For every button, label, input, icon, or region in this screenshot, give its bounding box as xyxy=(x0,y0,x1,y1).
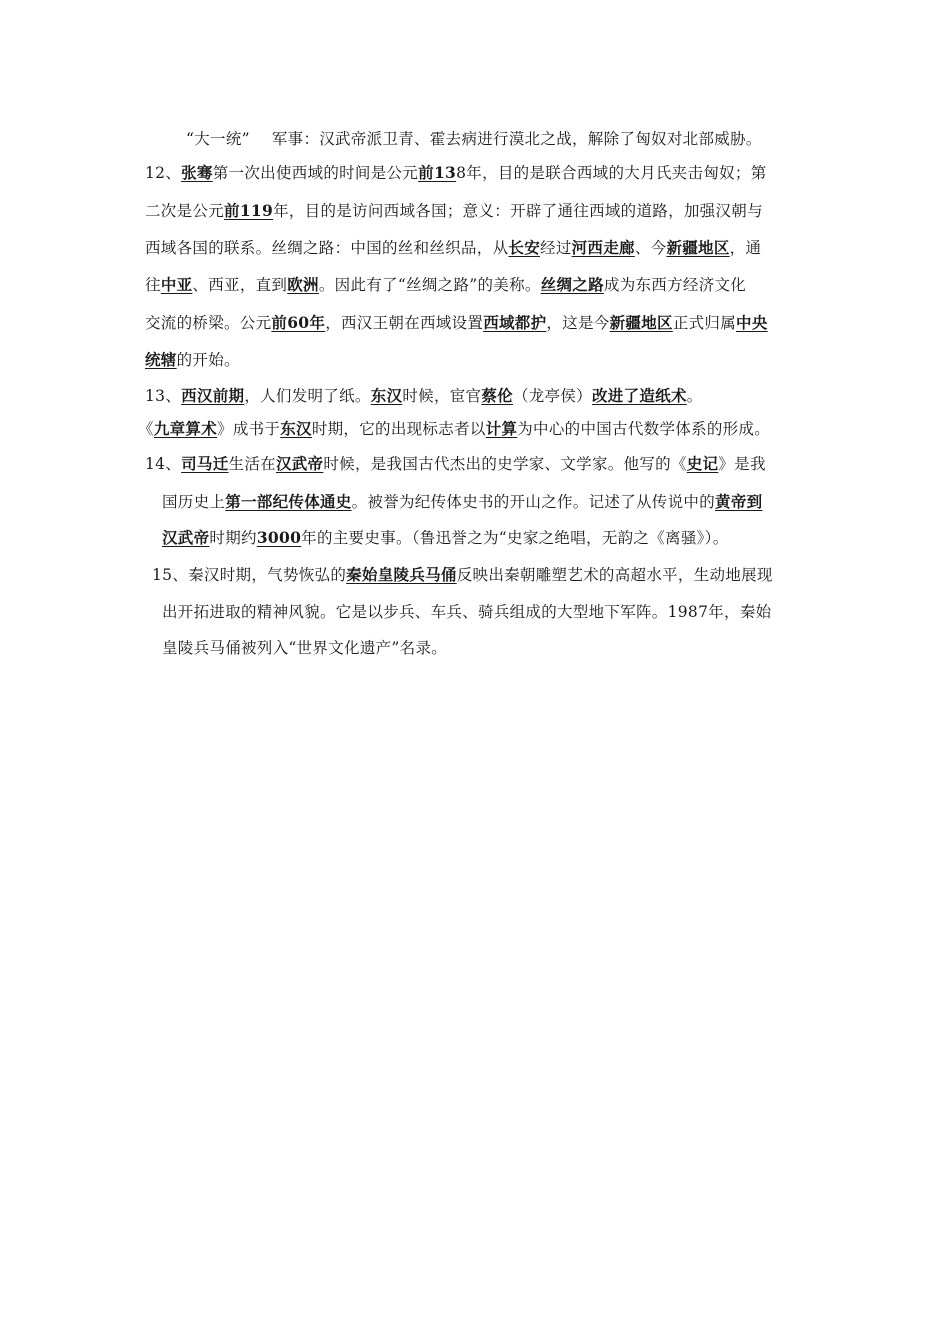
text-run: “大一统” xyxy=(186,130,250,148)
text-line xyxy=(145,200,763,222)
text-run: 西域各国的联系。丝绸之路：中国的丝和丝织品，从 xyxy=(145,239,509,257)
text-run: 。因此有了“丝绸之路”的美称。 xyxy=(318,276,541,294)
text-line xyxy=(162,601,771,623)
text-line xyxy=(152,564,773,586)
key-term: 史记 xyxy=(686,454,719,473)
text-run: 交流的桥梁。公元 xyxy=(145,314,272,332)
text-line xyxy=(162,637,447,659)
text-line xyxy=(145,274,746,296)
text-run: 往 xyxy=(145,276,161,294)
text-run: ，人们发明了纸。 xyxy=(244,387,371,405)
key-term: 黄帝到 xyxy=(715,492,763,511)
key-term: 中亚 xyxy=(160,275,193,294)
key-term: 新疆地区 xyxy=(609,313,673,332)
key-term: 河西走廊 xyxy=(571,238,635,257)
key-term: 九章算术 xyxy=(153,419,218,438)
key-term: 中央 xyxy=(736,313,768,332)
text-run: 时候，宦官 xyxy=(402,387,482,405)
key-term: 3000 xyxy=(256,528,302,547)
key-term: 司马迁 xyxy=(181,454,229,473)
text-run: ，通 xyxy=(729,239,762,257)
key-term: 东汉 xyxy=(280,419,312,438)
key-term: 汉武帝 xyxy=(162,528,210,547)
text-line xyxy=(145,237,761,259)
key-term: 改进了造纸术 xyxy=(591,386,687,405)
key-term: 汉武帝 xyxy=(275,454,324,473)
text-line xyxy=(138,418,770,440)
key-term: 东汉 xyxy=(370,386,403,405)
text-run: 13、 xyxy=(145,387,182,405)
text-run: 15、秦汉时期，气势恢弘的 xyxy=(152,566,347,584)
text-run: 反映出秦朝雕塑艺术的高超水平，生动地展现 xyxy=(456,566,773,584)
text-line xyxy=(145,312,768,334)
text-run: 出开拓进取的精神风貌。它是以步兵、车兵、骑兵组成的大型地下军阵。1987年，秦始 xyxy=(162,603,772,621)
text-run: 第一次出使西域的时间是公元 xyxy=(212,164,419,182)
text-run: 、今 xyxy=(634,239,667,257)
key-term: 新疆地区 xyxy=(666,238,730,257)
text-run: 经过 xyxy=(540,239,572,257)
text-run: 生活在 xyxy=(228,455,276,473)
text-run: 》是我 xyxy=(718,455,766,473)
text-run: 。被誉为纪传体史书的开山之作。记述了从传说中的 xyxy=(351,493,716,511)
text-run: ，西汉王朝在西域设置 xyxy=(325,314,484,332)
key-term: 前119 xyxy=(224,201,274,220)
key-term: 欧洲 xyxy=(287,275,319,294)
key-term: 丝绸之路 xyxy=(540,275,604,294)
text-run: 。 xyxy=(686,387,703,405)
text-run: 《 xyxy=(138,420,154,438)
text-run: 时期，它的出现标志者以 xyxy=(311,420,486,438)
text-line xyxy=(145,162,767,184)
key-term: 蔡伦 xyxy=(481,386,513,405)
key-term: 张骞 xyxy=(181,163,213,182)
text-line xyxy=(145,385,703,407)
key-term: 秦始皇陵兵马俑 xyxy=(346,565,457,584)
text-run: 军事：汉武帝派卫青、霍去病进行漠北之战，解除了匈奴对北部威胁。 xyxy=(271,130,762,148)
text-run: ，这是今 xyxy=(546,314,610,332)
key-term: 西汉前期 xyxy=(181,386,245,405)
text-run: 、西亚，直到 xyxy=(192,276,288,294)
text-run: 为中心的中国古代数学体系的形成。 xyxy=(517,420,771,438)
key-term: 计算 xyxy=(485,419,518,438)
key-term: 前13 xyxy=(418,163,457,182)
text-run: 皇陵兵马俑被列入“世界文化遗产”名录。 xyxy=(162,639,448,657)
text-run: （龙亭侯） xyxy=(512,387,592,405)
text-run: 的开始。 xyxy=(176,351,240,369)
text-run: 8年，目的是联合西域的大月氏夹击匈奴；第 xyxy=(456,164,767,182)
text-run: 二次是公元 xyxy=(145,202,225,220)
key-term: 统辖 xyxy=(145,350,177,369)
text-line xyxy=(162,491,762,513)
text-run: 正式归属 xyxy=(672,314,737,332)
key-term: 长安 xyxy=(508,238,541,257)
key-term: 西域都护 xyxy=(483,313,547,332)
text-run: 时候，是我国古代杰出的史学家、文学家。他写的《 xyxy=(323,455,687,473)
text-line xyxy=(145,349,240,371)
text-run: 成为东西方经济文化 xyxy=(603,276,747,294)
text-run: 时期约 xyxy=(209,529,257,547)
key-term: 第一部纪传体通史 xyxy=(225,492,352,511)
text-line xyxy=(145,453,766,475)
text-run: 14、 xyxy=(145,455,182,473)
text-run: 》成书于 xyxy=(217,420,281,438)
text-run: 12、 xyxy=(145,164,182,182)
key-term: 前60年 xyxy=(271,313,326,332)
text-run: 年的主要史事。（鲁迅誉之为“史家之绝唱，无韵之《离骚》）。 xyxy=(301,529,729,547)
text-line xyxy=(162,527,729,549)
text-run: 国历史上 xyxy=(162,493,226,511)
text-run: 年，目的是访问西域各国；意义：开辟了通往西域的道路，加强汉朝与 xyxy=(273,202,763,220)
text-line xyxy=(186,128,762,150)
